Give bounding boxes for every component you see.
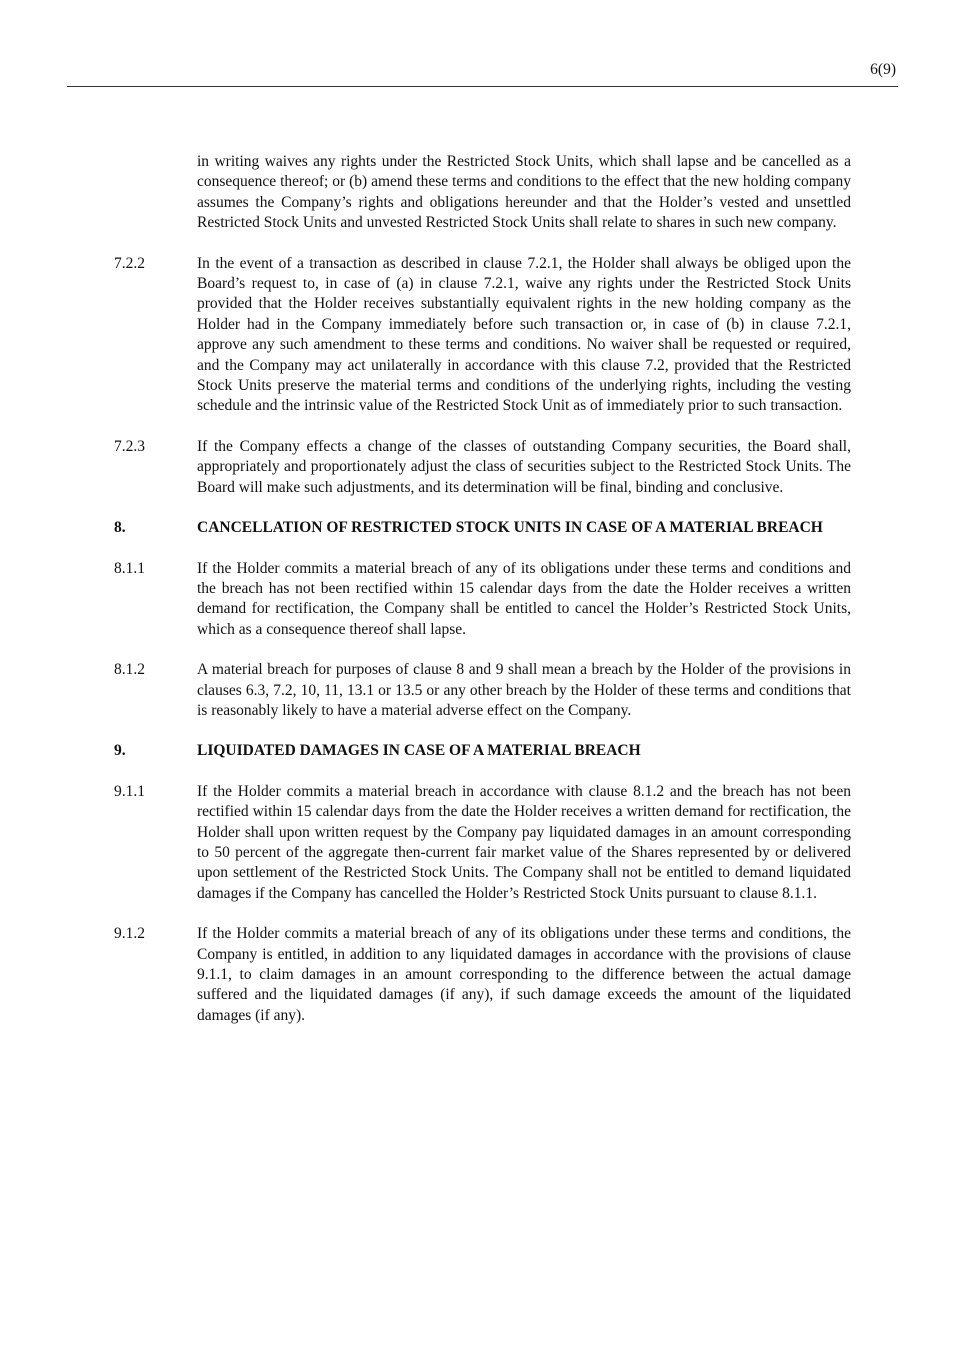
clause-9-1-1 — [114, 782, 851, 904]
clause-number: 9.1.2 — [114, 925, 145, 943]
clause-text: If the Holder commits a material breach in accordance with clause 8.1.2 and the breach has not been rectified within 15 calendar days from the date the Holder receives a written demand for rectification, the Holder shall upon written request by the Company pay liquidated damages in an amount corresponding to 50 percent of the aggregate then-current fair market value of the Shares represented by or delivered upon settlement of the Restricted Stock Units. The Company shall not be entitled to demand liquidated damages if the Company has cancelled the Holder’s Restricted Stock Units pursuant to clause 8.1.1. — [197, 782, 851, 902]
clause-text: If the Company effects a change of the classes of outstanding Company securities, the Board shall, appropriately and proportionately adjust the class of securities subject to the Restricted Stock Units. The Board will make such adjustments, and its determination will be final, binding and conclusive. — [197, 437, 851, 496]
clause-number: 8.1.2 — [114, 661, 145, 679]
clause-number: 8.1.1 — [114, 559, 145, 577]
section-number: 8. — [114, 519, 126, 537]
clause-8-1-2 — [114, 660, 851, 721]
clause-text: If the Holder commits a material breach of any of its obligations under these terms and conditions and the breach has not been rectified within 15 calendar days from the date the Holder receives a written demand for rectification, the Company shall be entitled to cancel the Holder’s Restricted Stock Units, which as a consequence thereof shall lapse. — [197, 559, 851, 638]
header-rule — [67, 86, 898, 87]
clause-7-2-2 — [114, 254, 851, 417]
clause-8-1-1 — [114, 559, 851, 641]
section-heading-8 — [114, 518, 851, 538]
clause-number: 7.2.3 — [114, 437, 145, 455]
clause-text: A material breach for purposes of clause 8 and 9 shall mean a breach by the Holder of the provisions in clauses 6.3, 7.2, 10, 11, 13.1 or 13.5 or any other breach by the Holder of these terms and conditions that is reasonably likely to have a material adverse effect on the Company. — [197, 661, 851, 719]
section-heading-9 — [114, 741, 851, 761]
clause-9-1-2 — [114, 924, 851, 1026]
page-number: 6(9) — [870, 61, 896, 78]
section-number: 9. — [114, 742, 126, 760]
document-body — [114, 152, 851, 1046]
section-title: LIQUIDATED DAMAGES IN CASE OF A MATERIAL BREACH — [197, 742, 641, 760]
clause-7-2-3 — [114, 437, 851, 498]
section-title: CANCELLATION OF RESTRICTED STOCK UNITS IN CASE OF A MATERIAL BREACH — [197, 519, 823, 537]
clause-text: If the Holder commits a material breach of any of its obligations under these terms and conditions, the Company is entitled, in addition to any liquidated damages in accordance with the provisions of clause 9.1.1, to claim damages in an amount corresponding to the difference between the actual damage suffered and the liquidated damages (if any), if such damage exceeds the amount of the liquidated damages (if any). — [197, 925, 851, 1024]
clause-number: 9.1.1 — [114, 782, 145, 800]
continued-paragraph: in writing waives any rights under the Restricted Stock Units, which shall lapse and be cancelled as a consequence thereof; or (b) amend these terms and conditions to the effect that the new holding company assumes the Company’s rights and obligations hereunder and that the Holder’s vested and unsettled Restricted Stock Units and unvested Restricted Stock Units shall relate to shares in such new company. — [197, 153, 851, 232]
clause-number: 7.2.2 — [114, 254, 145, 272]
clause-text: In the event of a transaction as described in clause 7.2.1, the Holder shall always be obliged upon the Board’s request to, in case of (a) in clause 7.2.1, waive any rights under the Restricted Stock Units provided that the Holder receives substantially equivalent rights in the new holding company as the Holder had in the Company immediately before such transaction or, in case of (b) in clause 7.2.1, approve any such amendment to these terms and conditions. No waiver shall be requested or required, and the Company may act unilaterally in accordance with this clause 7.2, provided that the Restricted Stock Units preserve the material terms and conditions of the underlying rights, including the vesting schedule and the intrinsic value of the Restricted Stock Unit as of immediately prior to such transaction. — [197, 254, 851, 415]
